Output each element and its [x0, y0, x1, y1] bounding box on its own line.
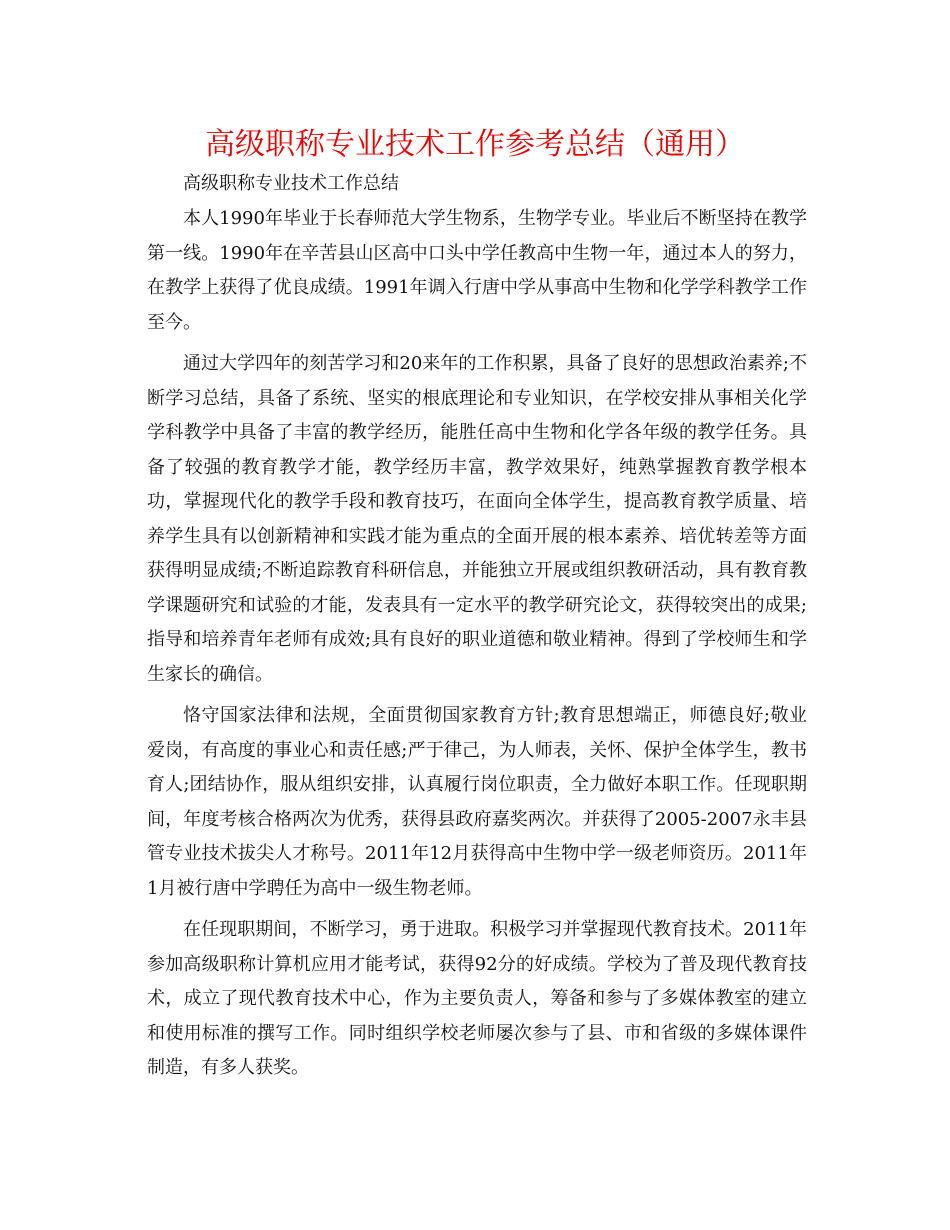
- document-title: 高级职称专业技术工作参考总结（通用）: [205, 127, 745, 162]
- paragraph-1: 本人1990年毕业于长春师范大学生物系，生物学专业。毕业后不断坚持在教学第一线。1990年在辛苦县山区高中口头中学任教高中生物一年，通过本人的努力，在教学上获得了优良成绩。1991年调入行唐中学从事高中生物和化学学科教学工作至今。: [147, 208, 807, 333]
- paragraph-4: 在任现职期间，不断学习，勇于进取。积极学习并掌握现代教育技术。2011年参加高级职称计算机应用才能考试，获得92分的好成绩。学校为了普及现代教育技术，成立了现代教育技术中心，作为主要负责人，筹备和参与了多媒体教室的建立和使用标准的撰写工作。同时组织学校老师屡次参与了县、市和省级的多媒体课件制造，有多人获奖。: [147, 919, 807, 1078]
- document-subtitle: 高级职称专业技术工作总结: [183, 173, 399, 194]
- paragraph-2: 通过大学四年的刻苦学习和20来年的工作积累，具备了良好的思想政治素养;不断学习总结，具备了系统、坚实的根底理论和专业知识，在学校安排从事相关化学学科教学中具备了丰富的教学经历，能胜任高中生物和化学各年级的教学任务。具备了较强的教育教学才能，教学经历丰富，教学效果好，纯熟掌握教育教学根本功，掌握现代化的教学手段和教育技巧，在面向全体学生，提高教育教学质量、培养学生具有以创新精神和实践才能为重点的全面开展的根本素养、培优转差等方面获得明显成绩;不断追踪教育科研信息，并能独立开展或组织教研活动，具有教育教学课题研究和试验的才能，发表具有一定水平的教学研究论文，获得较突出的成果;指导和培养青年老师有成效;具有良好的职业道德和敬业精神。得到了学校师生和学生家长的确信。: [147, 353, 807, 685]
- document-body: [147, 170, 807, 1093]
- paragraph-3: 恪守国家法律和法规，全面贯彻国家教育方针;教育思想端正，师德良好;敬业爱岗，有高度的事业心和责任感;严于律己，为人师表，关怀、保护全体学生，教书育人;团结协作，服从组织安排，认真履行岗位职责，全力做好本职工作。任现职期间，年度考核合格两次为优秀，获得县政府嘉奖两次。并获得了2005-2007永丰县管专业技术拔尖人才称号。2011年12月获得高中生物中学一级老师资历。2011年1月被行唐中学聘任为高中一级生物老师。: [147, 705, 807, 899]
